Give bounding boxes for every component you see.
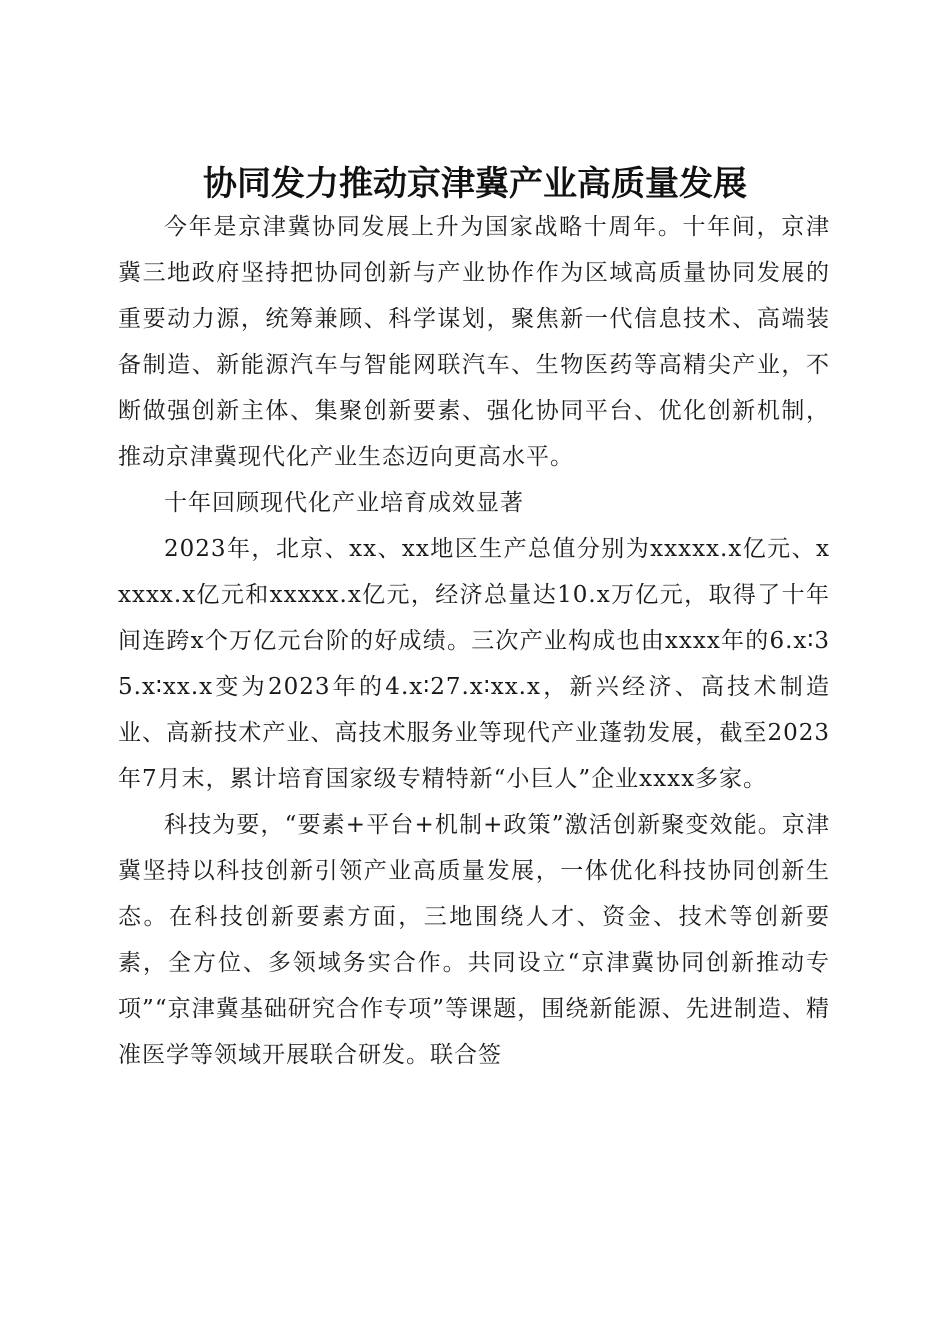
paragraph-intro: 今年是京津冀协同发展上升为国家战略十周年。十年间，京津冀三地政府坚持把协同创新与产业协作作为区域高质量协同发展的重要动力源，统筹兼顾、科学谋划，聚焦新一代信息技术、高端装备制造、新能源汽车与智能网联汽车、生物医药等高精尖产业，不断做强创新主体、集聚创新要素、强化协同平台、优化创新机制，推动京津冀现代化产业生态迈向更高水平。 — [118, 214, 830, 470]
paragraph-technology: 科技为要，“要素+平台+机制+政策”激活创新聚变效能。京津冀坚持以科技创新引领产业高质量发展，一体优化科技协同创新生态。在科技创新要素方面，三地围绕人才、资金、技术等创新要素，全方位、多领域务实合作。共同设立“京津冀协同创新推动专项”“京津冀基础研究合作专项”等课题，围绕新能源、先进制造、精准医学等领域开展联合研发。联合签 — [118, 812, 830, 1068]
document-title: 协同发力推动京津冀产业高质量发展 — [203, 163, 747, 204]
paragraph-economy: 2023年，北京、xx、xx地区生产总值分别为xxxxx.x亿元、xxxxx.x亿元和xxxxx.x亿元，经济总量达10.x万亿元，取得了十年间连跨x个万亿元台阶的好成绩。三次产业构成也由xxxx年的6.x∶35.x∶xx.x变为2023年的4.x∶27.x∶xx.x，新兴经济、高技术制造业、高新技术产业、高技术服务业等现代产业蓬勃发展，截至2023年7月末，累计培育国家级专精特新“小巨人”企业xxxx多家。 — [118, 536, 830, 792]
section-heading: 十年回顾现代化产业培育成效显著 — [164, 490, 524, 516]
document-body — [118, 204, 830, 1078]
